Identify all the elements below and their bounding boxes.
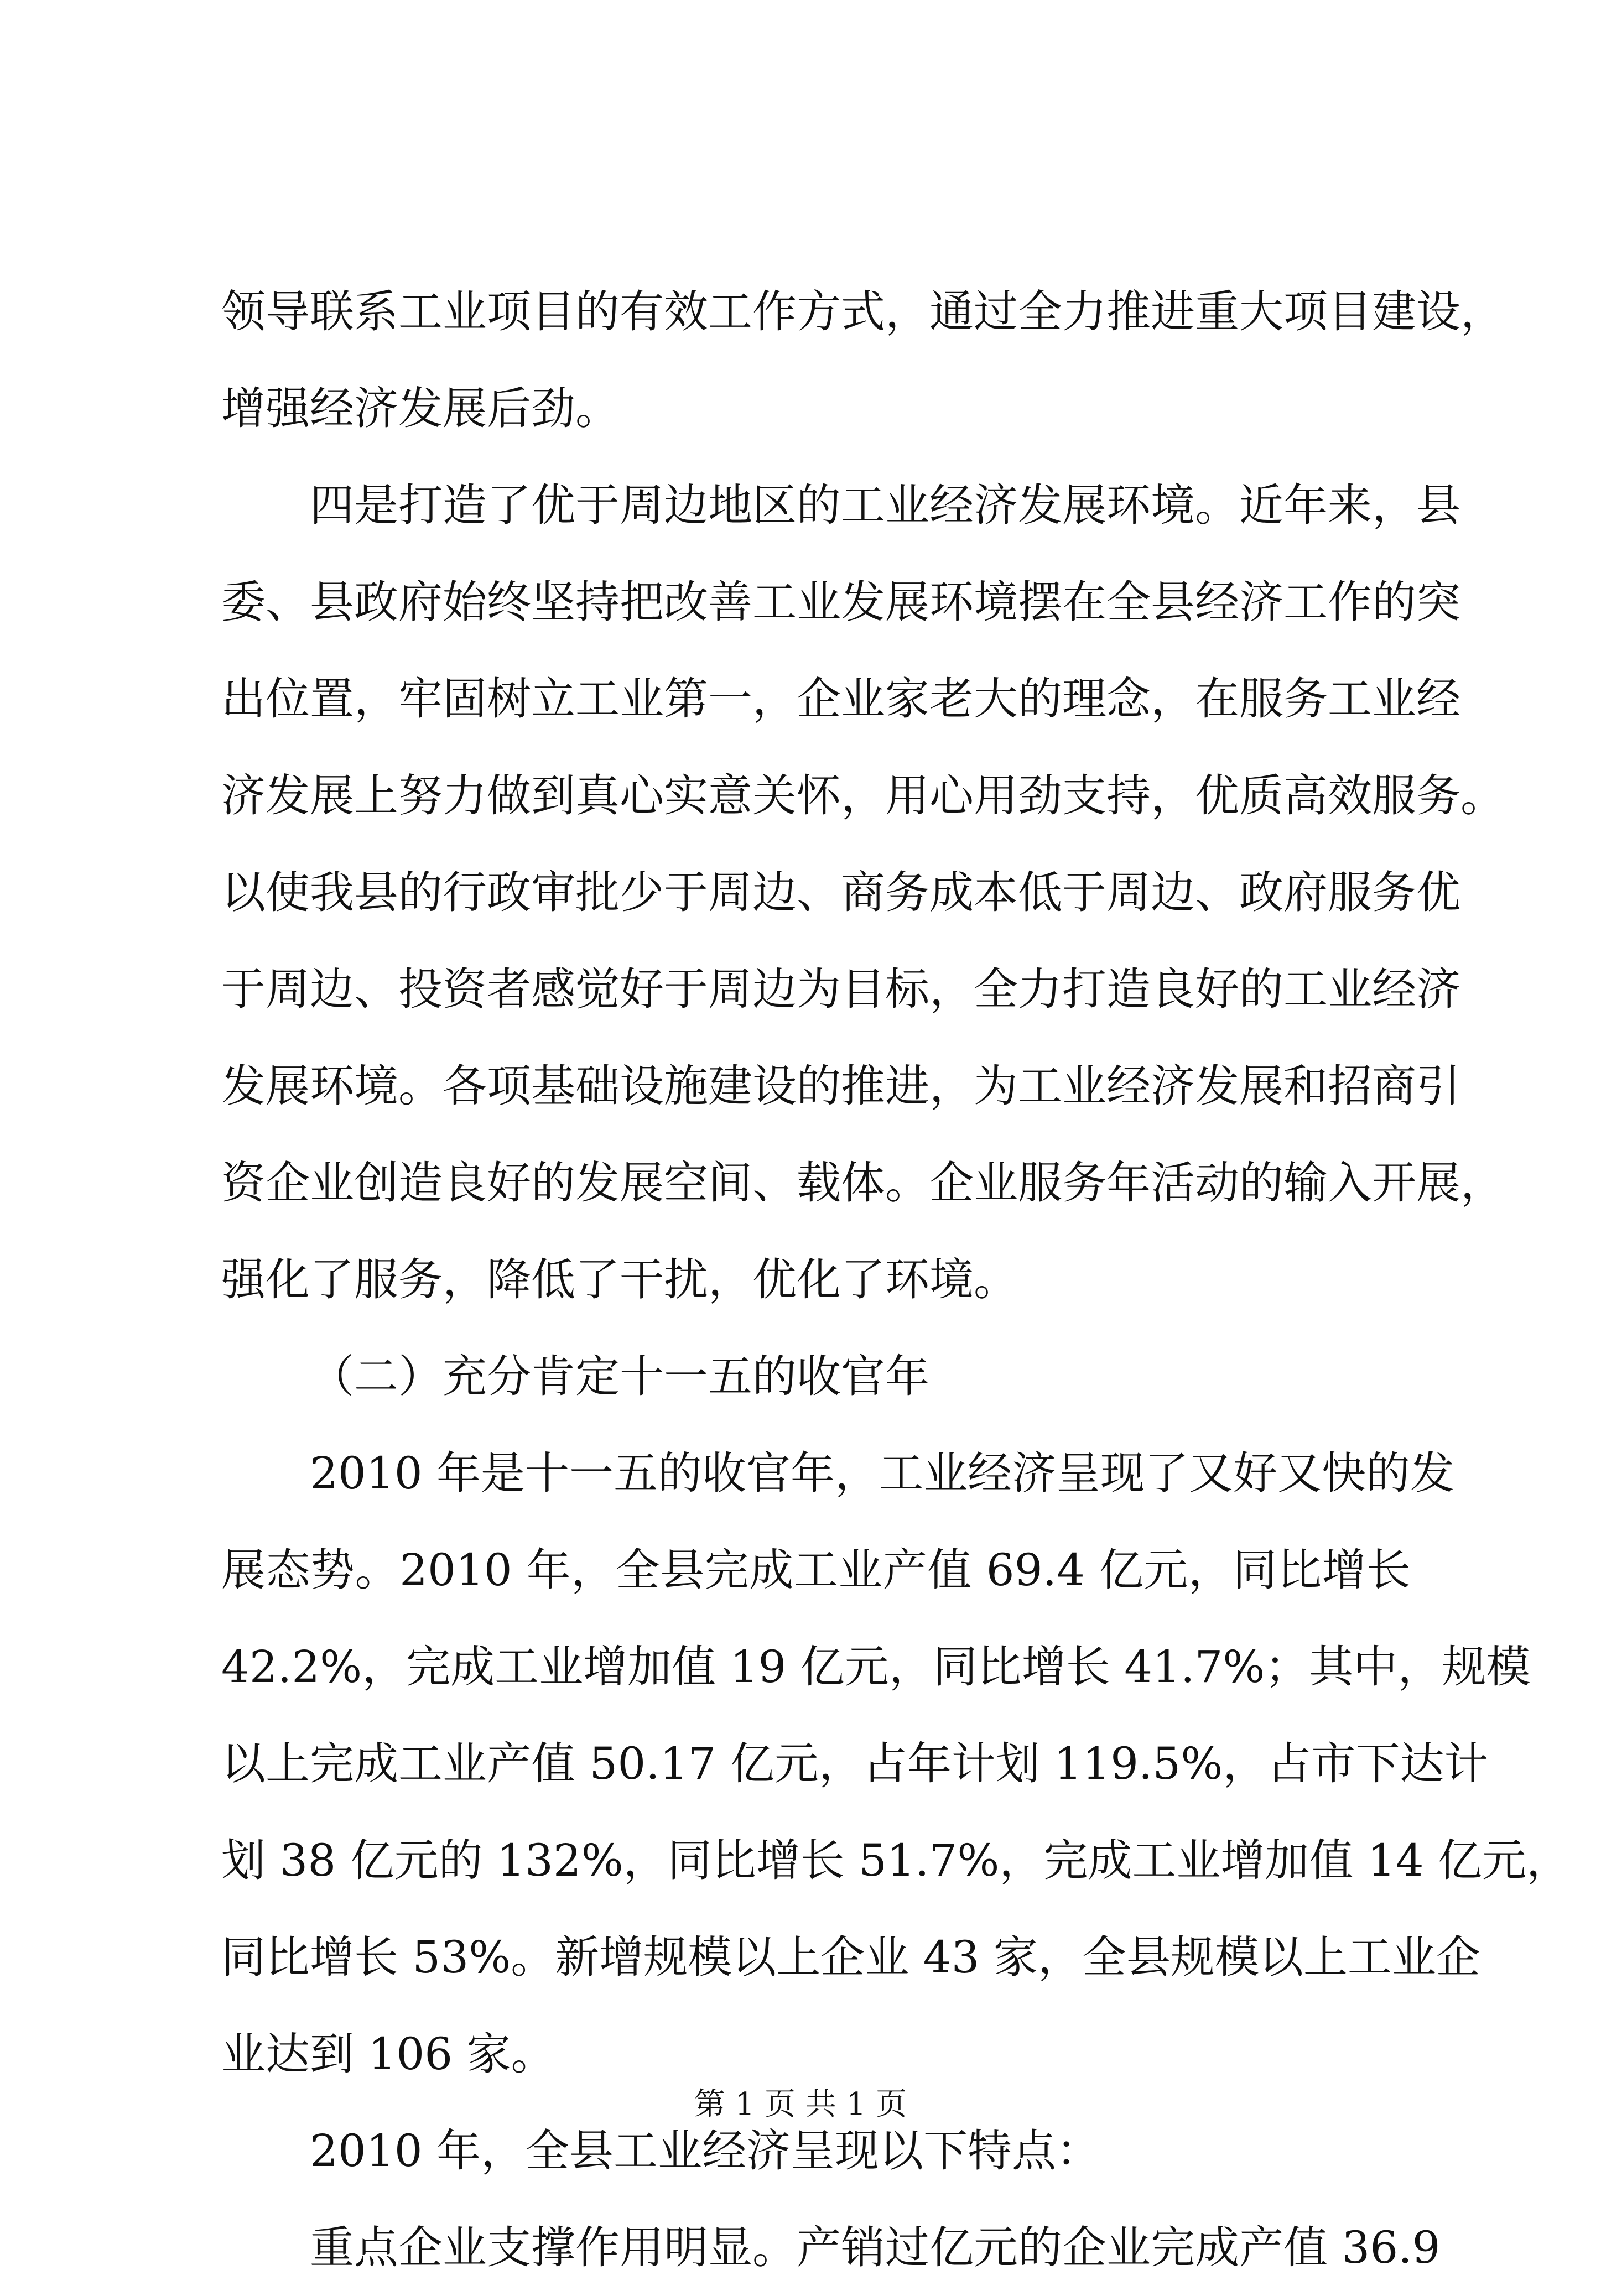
text-line: 资企业创造良好的发展空间、载体。企业服务年活动的输入开展， [221,1157,1505,1209]
text-line: 划 38 亿元的 132%，同比增长 51.7%，完成工业增加值 14 亿元， [221,1835,1571,1886]
text-line: 于周边、投资者感觉好于周边为目标，全力打造良好的工业经济 [221,964,1460,1015]
text-line: 增强经济发展后劲。 [221,383,620,434]
page-footer: 第 1 页 共 1 页 [694,2086,907,2122]
section-heading: （二）充分肯定十一五的收官年 [310,1351,929,1402]
text-line: 业达到 106 家。 [221,2028,555,2080]
text-line: 同比增长 53%。新增规模以上企业 43 家，全县规模以上工业企 [221,1931,1480,1983]
text-line: 以使我县的行政审批少于周边、商务成本低于周边、政府服务优 [221,867,1460,918]
text-line: 2010 年，全县工业经济呈现以下特点： [310,2125,1101,2177]
text-line: 2010 年是十一五的收官年，工业经济呈现了又好又快的发 [310,1448,1455,1499]
text-line: 强化了服务，降低了干扰，优化了环境。 [221,1254,1018,1305]
text-line: 重点企业支撑作用明显。产销过亿元的企业完成产值 36.9 [310,2222,1441,2273]
text-line: 出位置，牢固树立工业第一，企业家老大的理念，在服务工业经 [221,673,1460,725]
document-body [221,263,1571,2296]
text-line: 以上完成工业产值 50.17 亿元，占年计划 119.5%，占市下达计 [221,1738,1489,1789]
text-line: 领导联系工业项目的有效工作方式，通过全力推进重大项目建设， [221,286,1505,337]
text-line: 展态势。2010 年，全县完成工业产值 69.4 亿元，同比增长 [221,1544,1411,1596]
text-line: 济发展上努力做到真心实意关怀，用心用劲支持，优质高效服务。 [221,770,1505,821]
text-line: 四是打造了优于周边地区的工业经济发展环境。近年来，县 [310,480,1460,531]
text-line: 委、县政府始终坚持把改善工业发展环境摆在全县经济工作的突 [221,576,1460,628]
text-line: 发展环境。各项基础设施建设的推进，为工业经济发展和招商引 [221,1060,1460,1112]
text-line: 42.2%，完成工业增加值 19 亿元，同比增长 41.7%；其中，规模 [221,1641,1531,1693]
